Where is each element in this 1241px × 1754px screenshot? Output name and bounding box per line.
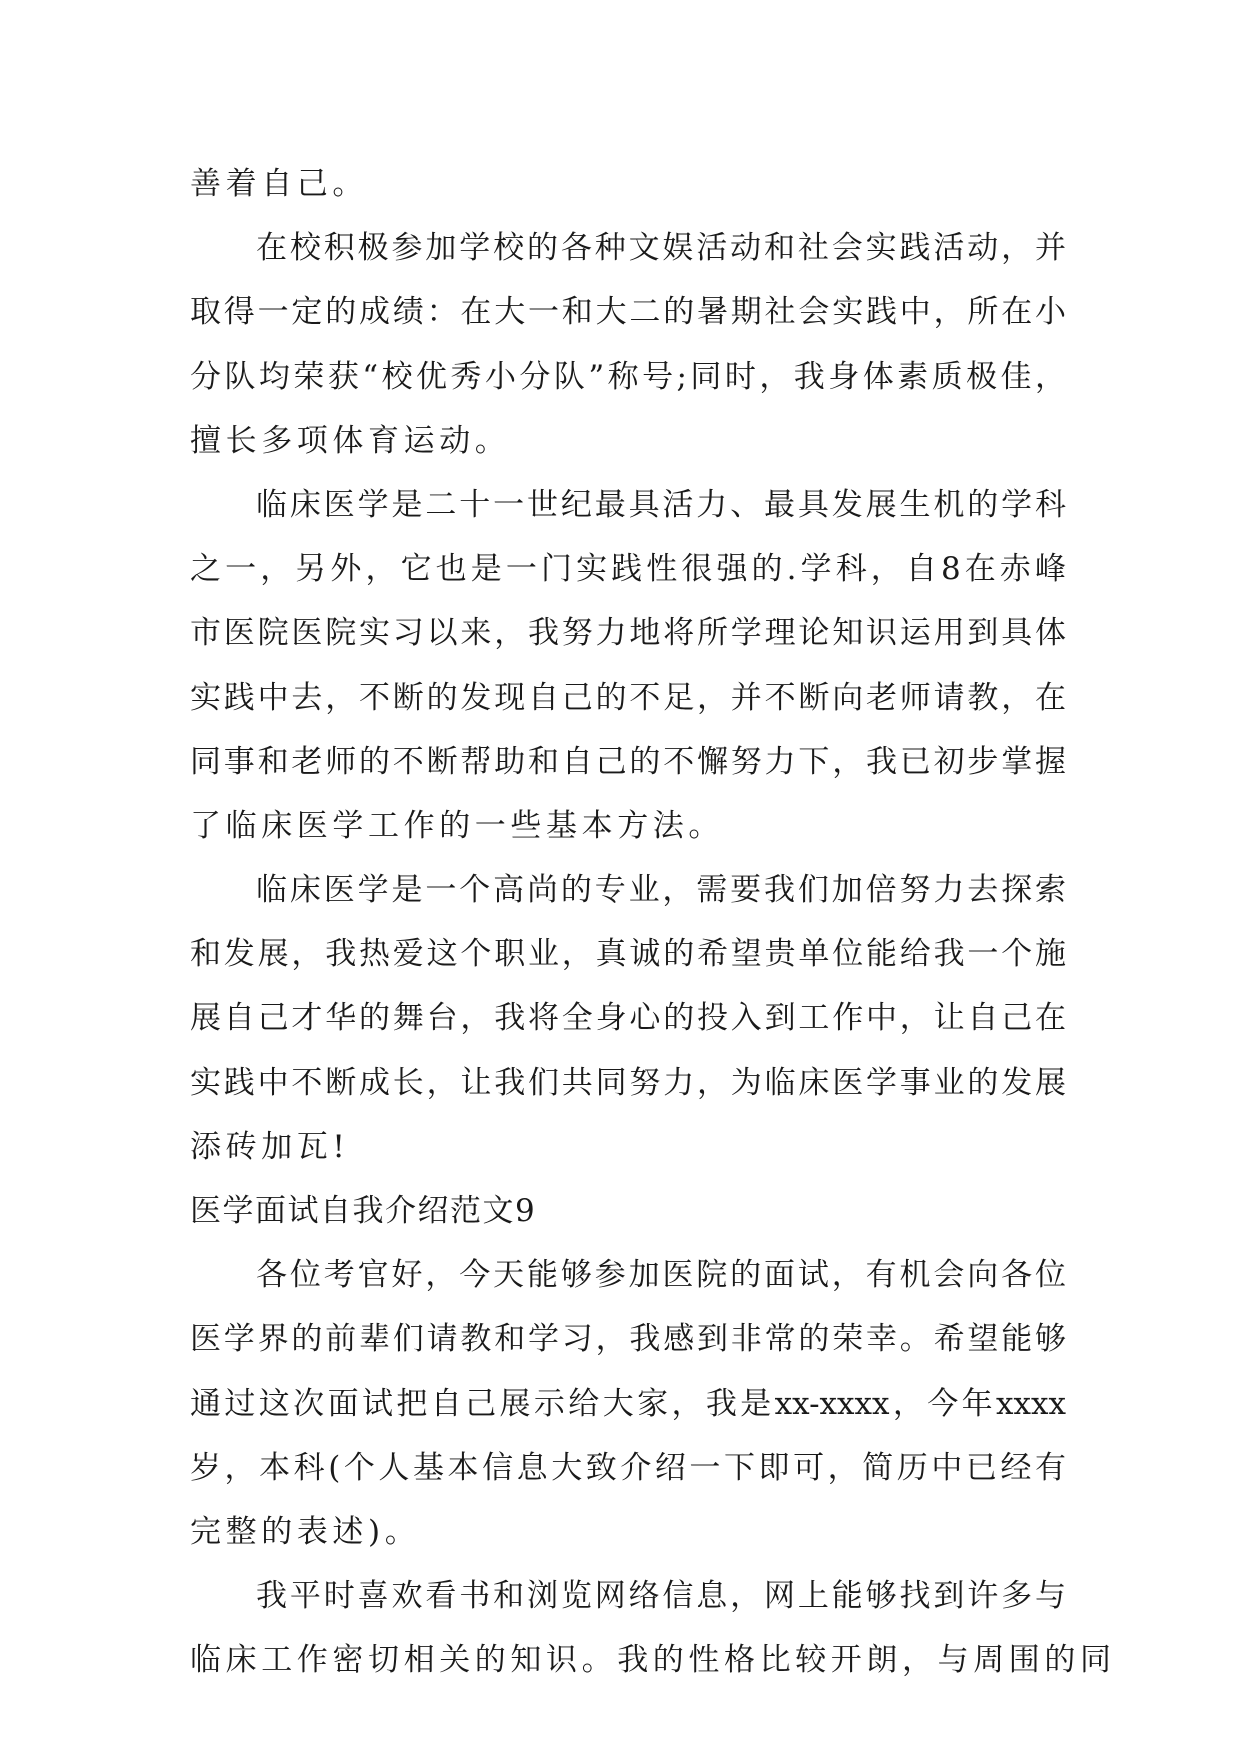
text-line: 擅长多项体育运动。 (190, 422, 511, 459)
text-line: 之一，另外，它也是一门实践性很强的.学科，自8在赤峰 (190, 551, 1066, 588)
text-line: 我平时喜欢看书和浏览网络信息，网上能够找到许多与 (256, 1578, 1066, 1615)
text-line: 取得一定的成绩：在大一和大二的暑期社会实践中，所在小 (190, 294, 1066, 331)
text-line: 医学界的前辈们请教和学习，我感到非常的荣幸。希望能够 (190, 1321, 1066, 1358)
section-heading (190, 1179, 1066, 1243)
text-line: 完整的表述)。 (190, 1513, 421, 1550)
paragraph (190, 152, 1066, 216)
text-line: 临床工作密切相关的知识。我的性格比较开朗，与周围的同 (190, 1642, 1116, 1679)
text-line: 添砖加瓦! (190, 1128, 350, 1165)
paragraph (190, 473, 1066, 858)
text-line: 了临床医学工作的一些基本方法。 (190, 807, 724, 844)
text-line: 在校积极参加学校的各种文娱活动和社会实践活动，并 (256, 230, 1066, 267)
text-line: 临床医学是二十一世纪最具活力、最具发展生机的学科 (256, 486, 1066, 523)
text-line: 临床医学是一个高尚的专业，需要我们加倍努力去探索 (256, 872, 1066, 909)
text-line: 实践中不断成长，让我们共同努力，为临床医学事业的发展 (190, 1064, 1066, 1101)
text-line: 通过这次面试把自己展示给大家，我是xx-xxxx，今年xxxx (190, 1385, 1066, 1422)
paragraph (190, 858, 1066, 1179)
text-line: 市医院医院实习以来，我努力地将所学理论知识运用到具体 (190, 615, 1066, 652)
text-line: 展自己才华的舞台，我将全身心的投入到工作中，让自己在 (190, 1000, 1066, 1037)
paragraph (190, 216, 1066, 473)
text-line: 各位考官好，今天能够参加医院的面试，有机会向各位 (256, 1257, 1066, 1294)
text-line: 医学面试自我介绍范文9 (190, 1193, 537, 1229)
text-line: 岁，本科(个人基本信息大致介绍一下即可，简历中已经有 (190, 1449, 1066, 1486)
text-line: 分队均荣获“校优秀小分队”称号;同时，我身体素质极佳， (190, 358, 1066, 395)
paragraph (190, 1564, 1116, 1692)
text-line: 和发展，我热爱这个职业，真诚的希望贵单位能给我一个施 (190, 936, 1066, 973)
document-body (190, 152, 1116, 1693)
text-line: 同事和老师的不断帮助和自己的不懈努力下，我已初步掌握 (190, 743, 1066, 780)
paragraph (190, 1243, 1066, 1564)
text-line: 善着自己。 (190, 166, 368, 202)
text-line: 实践中去，不断的发现自己的不足，并不断向老师请教，在 (190, 679, 1066, 716)
